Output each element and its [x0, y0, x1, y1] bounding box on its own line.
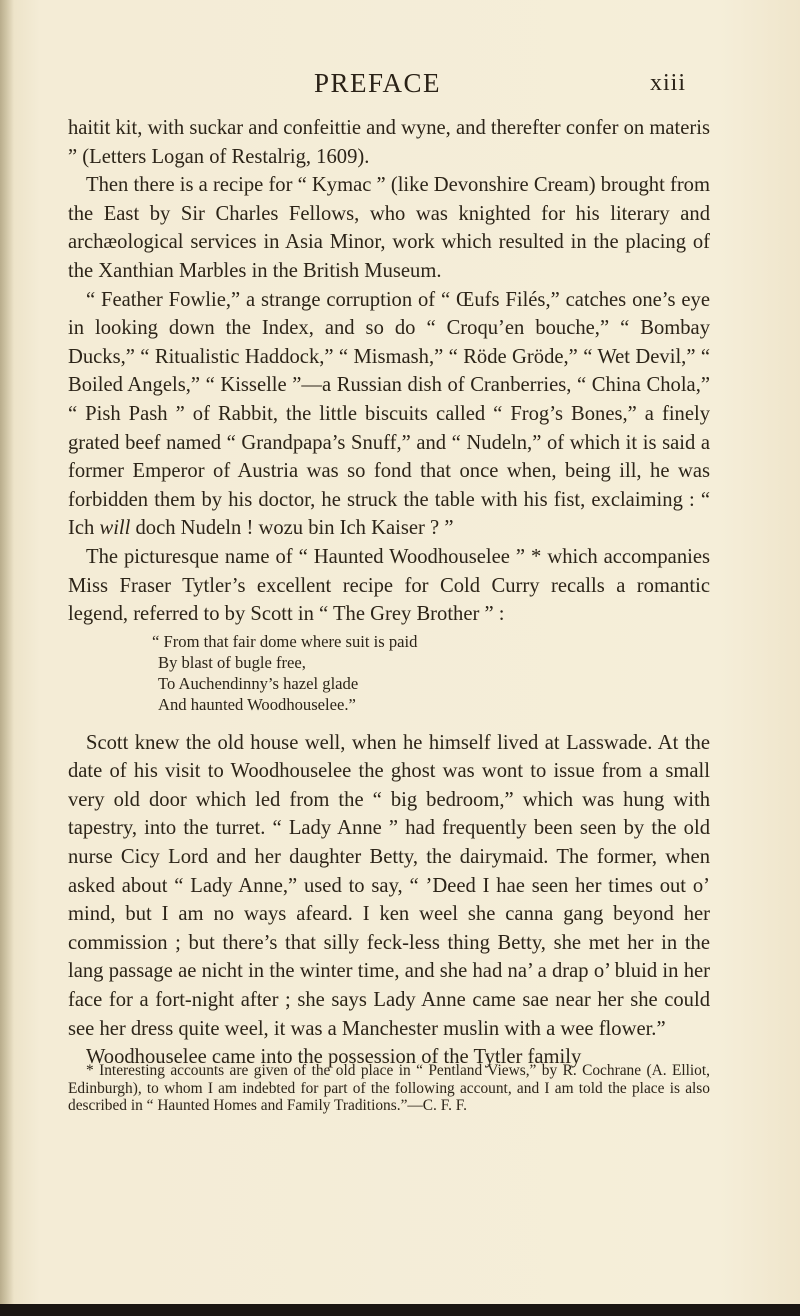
paragraph-3: “ Feather Fowlie,” a strange corruption of “ Œufs Filés,” catches one’s eye in looking down the Index, and so do “ Croqu’en bouche,” “ Bombay Ducks,” “ Ritualistic Haddock,” “ Mismash,” “ Röde Gröde,” “ Wet Devil,” “ Boiled Angels,” “ Kisselle ”—a Russian dish of Cranberries, “ China Chola,” “ Pish Pash ” of Rabbit, the little biscuits called “ Frog’s Bones,” a finely grated beef named “ Grandpapa’s Snuff,” and “ Nudeln,” of which it is said a former Emperor of Austria was so fond that once when, being ill, he was forbidden them by his doctor, he struck the table with his fist, exclaiming : “ Ich will doch Nudeln ! wozu bin Ich Kaiser ? ” [68, 288, 710, 540]
paragraph-4: The picturesque name of “ Haunted Woodhouselee ” * which accompanies Miss Fraser Tytler’s excellent recipe for Cold Curry recalls a romantic legend, referred to by Scott in “ The Grey Brother ” : [68, 545, 710, 626]
emphasis-will: will [99, 517, 131, 540]
footnote-text: * Interesting accounts are given of the old place in “ Pentland Views,” by R. Cochrane (A. Elliot, Edinburgh), to whom I am indebted for part of the following account, and I am told the place is also described in “ Haunted Homes and Family Traditions.”—C. F. F. [68, 1062, 710, 1115]
verse-line-4: And haunted Woodhouselee.” [158, 694, 356, 714]
verse-line-1: “ From that fair dome where suit is paid [152, 631, 418, 651]
bottom-edge [0, 1304, 800, 1316]
footnote [68, 1062, 710, 1115]
paragraph-6: Woodhouselee came into the possession of the Tytler family [86, 1046, 582, 1069]
binding-shadow [0, 0, 14, 1316]
page-number: xiii [650, 70, 687, 96]
verse-line-2: By blast of bugle free, [158, 652, 306, 672]
paragraph-5: Scott knew the old house well, when he himself lived at Lasswade. At the date of his visit to Woodhouselee the ghost was wont to issue from a small very old door which led from the “ big bedroom,” which was hung with tapestry, into the turret. “ Lady Anne ” had frequently been seen by the old nurse Cicy Lord and her daughter Betty, the dairymaid. The former, when asked about “ Lady Anne,” used to say, “ ’Deed I hae seen her times out o’ mind, but I am no ways afeard. I ken weel she canna gang beyond her commission ; but there’s that silly feck-less thing Betty, she met her in the lang passage ae nicht in the winter time, and she had na’ a drap o’ bluid in her face for a fort-night after ; she says Lady Anne came sae near her she could see her dress quite weel, it was a Manchester muslin with a wee flower.” [68, 731, 710, 1040]
verse-quotation [68, 631, 710, 715]
body-text [68, 114, 710, 1072]
paragraph-1: haitit kit, with suckar and confeittie and wyne, and therefter confer on materis ” (Letters Logan of Restalrig, 1609). [68, 117, 710, 168]
running-head: PREFACE [314, 68, 442, 98]
verse-line-3: To Auchendinny’s hazel glade [158, 673, 359, 693]
page-header [0, 68, 800, 104]
paragraph-2: Then there is a recipe for “ Kymac ” (like Devonshire Cream) brought from the East by Sir Charles Fellows, who was knighted for his literary and archæological services in Asia Minor, work which resulted in the placing of the Xanthian Marbles in the British Museum. [68, 174, 710, 282]
